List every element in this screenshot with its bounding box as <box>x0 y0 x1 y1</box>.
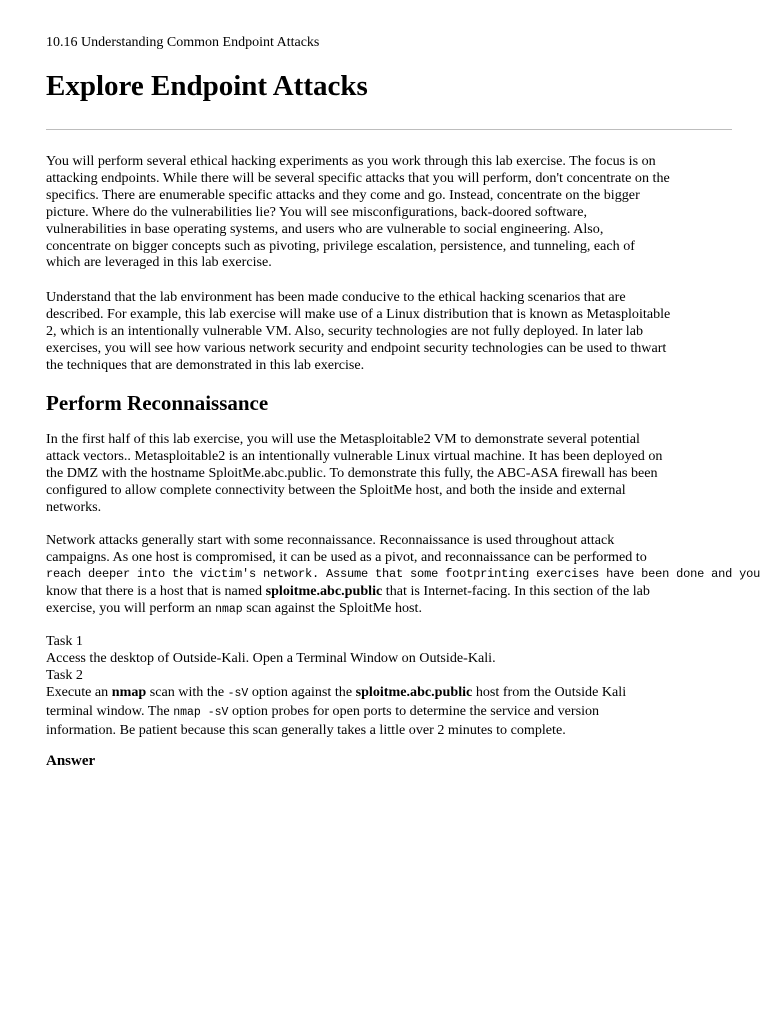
recon-heading: Perform Reconnaissance <box>46 391 269 415</box>
nmap-code: nmap <box>215 602 243 616</box>
intro-line: which are leveraged in this lab exercise. <box>46 254 272 271</box>
intro-line: picture. Where do the vulnerabilities lie? You will see misconfigurations, back-doored software, <box>46 203 588 220</box>
network-attacks-line <box>46 583 736 600</box>
recon-line: configured to allow complete connectivity between the SploitMe host, and both the inside and external <box>46 481 626 498</box>
environment-line: described. For example, this lab exercise will make use of a Linux distribution that is known as Metasploitable <box>46 305 671 322</box>
sv-option-code: -sV <box>227 686 249 700</box>
recon-line: the DMZ with the hostname SploitMe.abc.public. To demonstrate this fully, the ABC-ASA firewall has been <box>46 464 658 481</box>
text-segment: terminal window. The <box>46 702 174 719</box>
intro-paragraph <box>46 153 736 271</box>
recon-line: In the first half of this lab exercise, you will use the Metasploitable2 VM to demonstrate several potential <box>46 431 640 447</box>
tasks-block <box>46 633 736 738</box>
environment-line: the techniques that are demonstrated in this lab exercise. <box>46 356 365 373</box>
network-attacks-line <box>46 600 736 619</box>
text-segment: option against the <box>248 683 356 700</box>
task2-label: Task 2 <box>46 666 83 683</box>
hostname-bold: sploitme.abc.public <box>265 582 383 599</box>
text-segment: scan with the <box>146 683 228 700</box>
task1-label: Task 1 <box>46 633 83 649</box>
environment-line: Understand that the lab environment has been made conducive to the ethical hacking scenarios that are <box>46 289 626 305</box>
text-segment: host from the Outside Kali <box>472 683 627 700</box>
answer-heading: Answer <box>46 753 96 769</box>
text-segment: that is Internet-facing. In this section of the lab <box>382 582 650 599</box>
page-title: Explore Endpoint Attacks <box>46 70 368 102</box>
text-segment: know that there is a host that is named <box>46 582 266 599</box>
text-segment: Execute an <box>46 683 112 700</box>
intro-line: concentrate on bigger concepts such as pivoting, privilege escalation, persistence, and tunneling, each of <box>46 237 635 254</box>
recon-line: networks. <box>46 498 102 515</box>
network-attacks-line: reach deeper into the victim's network. Assume that some footprinting exercises have been done and you <box>46 566 761 581</box>
nmap-sv-code: nmap -sV <box>173 705 229 719</box>
intro-line: specifics. There are enumerable specific attacks and they come and go. Instead, concentrate on the bigger <box>46 186 640 203</box>
network-attacks-paragraph <box>46 532 761 619</box>
task2-line <box>46 684 736 703</box>
nmap-bold: nmap <box>111 683 147 700</box>
text-segment: option probes for open ports to determine the service and version <box>228 702 600 719</box>
breadcrumb: 10.16 Understanding Common Endpoint Attacks <box>46 35 320 50</box>
environment-line: 2, which is an intentionally vulnerable VM. Also, security technologies are not fully deployed. In later lab <box>46 322 644 339</box>
environment-paragraph <box>46 289 736 374</box>
intro-line: vulnerabilities in base operating systems, and users who are vulnerable to social engineering. Also, <box>46 220 604 237</box>
network-attacks-line: Network attacks generally start with some reconnaissance. Reconnaissance is used throughout attack <box>46 532 615 548</box>
hostname-bold: sploitme.abc.public <box>355 683 473 700</box>
horizontal-rule <box>46 129 732 130</box>
recon-paragraph <box>46 431 736 516</box>
network-attacks-line: campaigns. As one host is compromised, it can be used as a pivot, and reconnaissance can be performed to <box>46 548 647 565</box>
task2-line <box>46 703 736 722</box>
environment-line: exercises, you will see how various network security and endpoint security technologies can be used to thwart <box>46 339 667 356</box>
task2-line: information. Be patient because this scan generally takes a little over 2 minutes to complete. <box>46 721 566 738</box>
recon-line: attack vectors.. Metasploitable2 is an intentionally vulnerable Linux virtual machine. It has been deployed on <box>46 447 663 464</box>
intro-line: You will perform several ethical hacking experiments as you work through this lab exercise. The focus is on <box>46 153 656 169</box>
task1-text: Access the desktop of Outside-Kali. Open a Terminal Window on Outside-Kali. <box>46 649 496 666</box>
text-segment: scan against the SploitMe host. <box>242 599 422 616</box>
text-segment: exercise, you will perform an <box>46 599 216 616</box>
intro-line: attacking endpoints. While there will be several specific attacks that you will perform, don't concentrate on the <box>46 169 670 186</box>
